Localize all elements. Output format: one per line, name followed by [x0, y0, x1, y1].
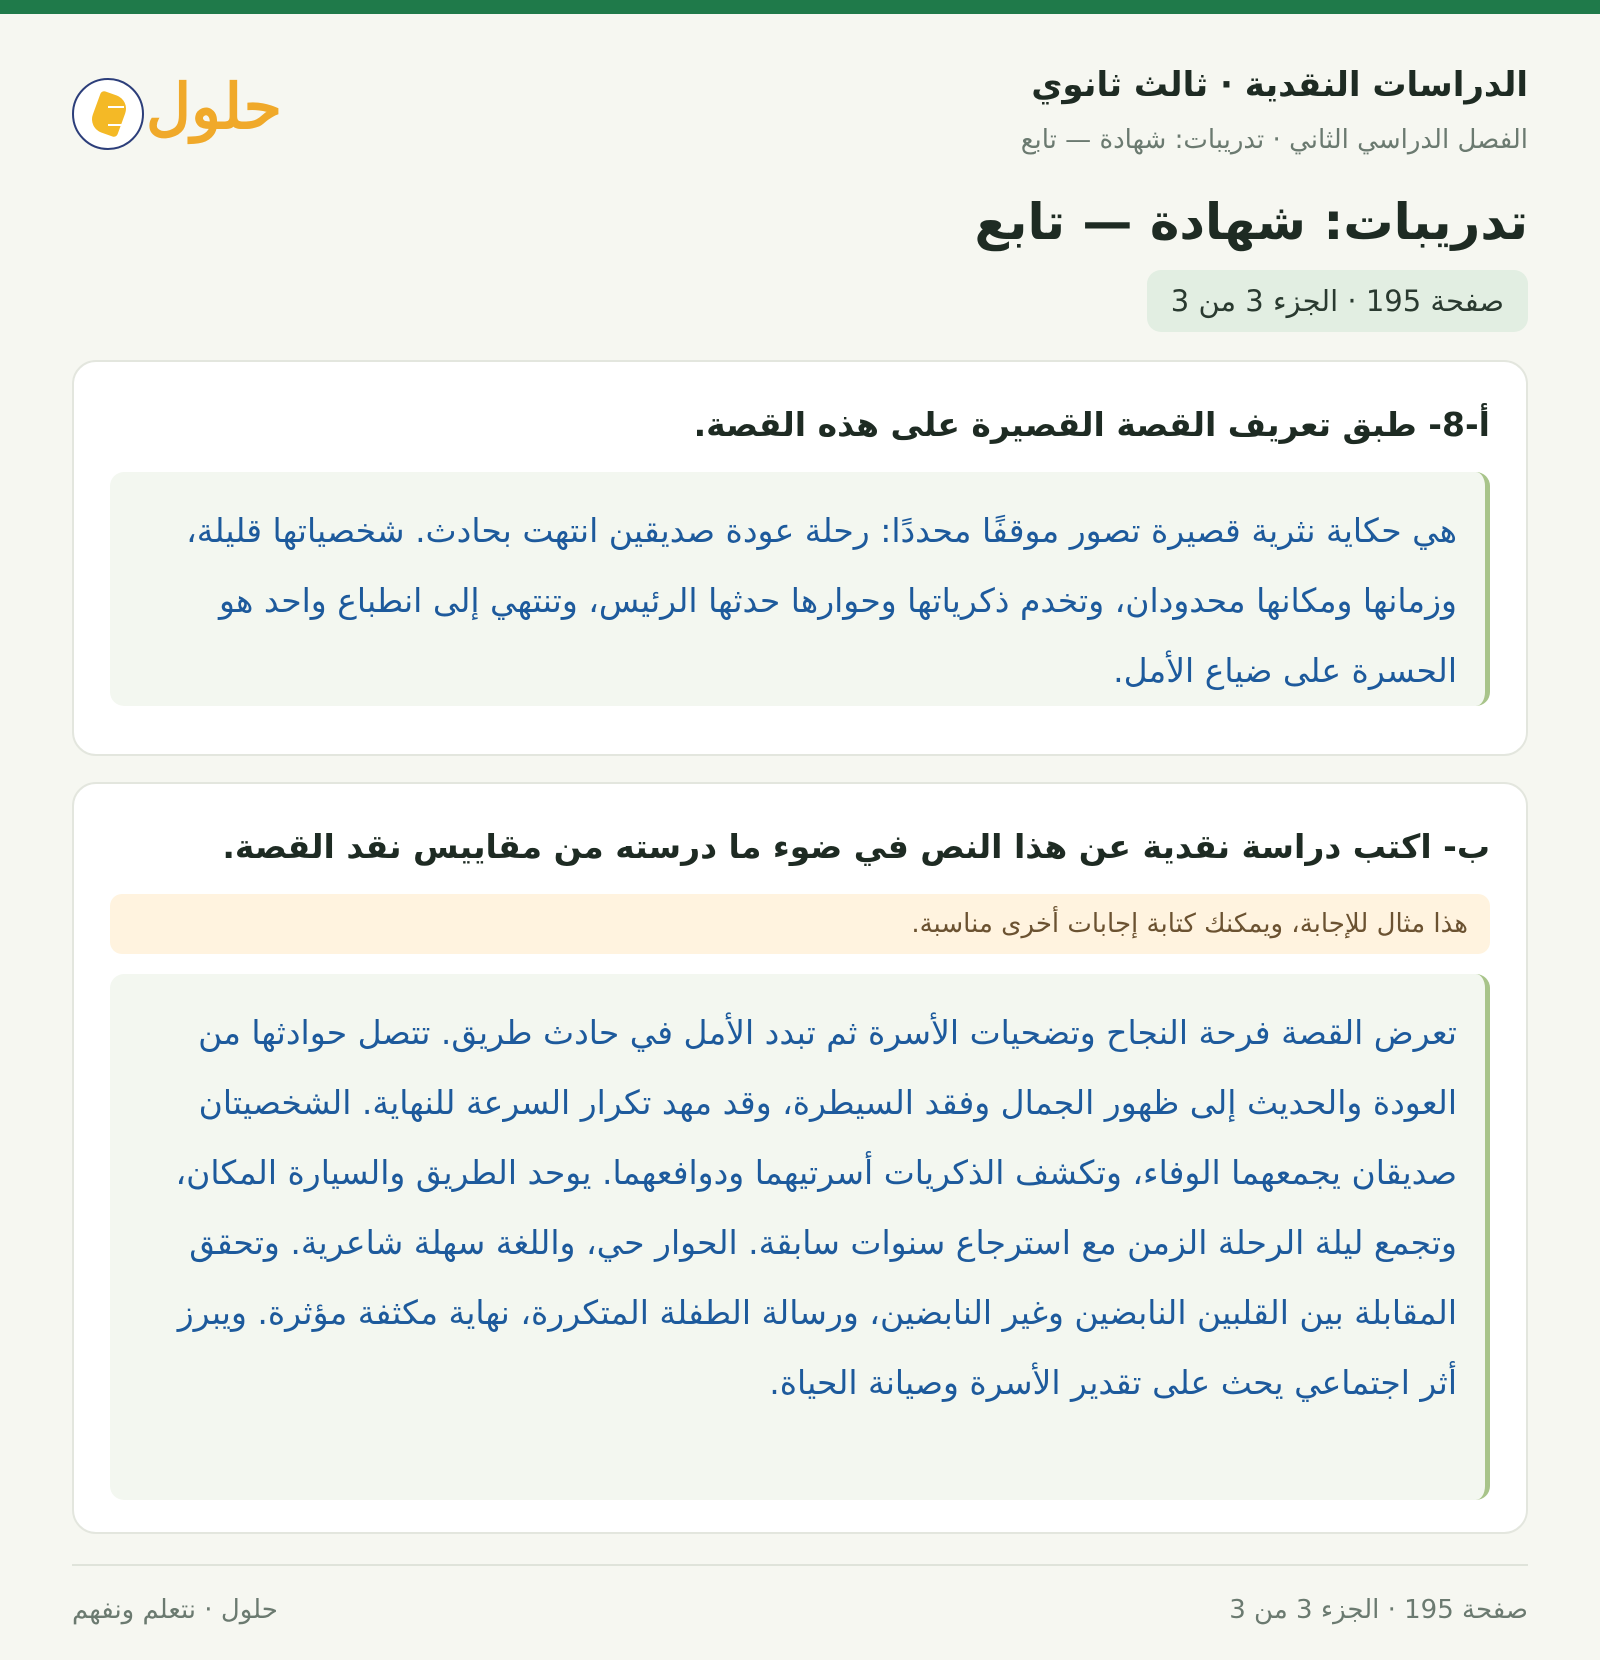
footer-page-info: صفحة 195 · الجزء 3 من 3 [1229, 1595, 1528, 1625]
breadcrumb[interactable]: الفصل الدراسي الثاني · تدريبات: شهادة — تابع [1020, 125, 1528, 155]
example-note: هذا مثال للإجابة، ويمكنك كتابة إجابات أخرى مناسبة. [110, 894, 1490, 954]
answer-box: تعرض القصة فرحة النجاح وتضحيات الأسرة ثم تبدد الأمل في حادث طريق. تتصل حوادثها من العودة والحديث إلى ظهور الجمال وفقد السيطرة، وقد مهد تكرار السرعة للنهاية. الشخصيتان صديقان يجمعهما الوفاء، وتكشف الذكريات أسرتيهما ودوافعهما. يوحد الطريق والسيارة المكان، وتجمع ليلة الرحلة الزمن مع استرجاع سنوات سابقة. الحوار حي، واللغة سهلة شاعرية. وتحقق المقابلة بين القلبين النابضين وغير النابضين، ورسالة الطفلة المتكررة، نهاية مكثفة مؤثرة. ويبرز أثر اجتماعي يحث على تقدير الأسرة وصيانة الحياة. [110, 974, 1490, 1500]
footer-brand: حلول · نتعلم ونفهم [72, 1595, 278, 1625]
brand-logo[interactable] [72, 62, 302, 172]
book-icon [72, 78, 144, 150]
exercise-card-a [72, 360, 1528, 756]
page-badge: صفحة 195 · الجزء 3 من 3 [1147, 270, 1528, 332]
answer-box: هي حكاية نثرية قصيرة تصور موقفًا محددًا: رحلة عودة صديقين انتهت بحادث. شخصياتها قليلة، وزمانها ومكانها محدودان، وتخدم ذكرياتها وحوارها حدثها الرئيس، وتنتهي إلى انطباع واحد هو الحسرة على ضياع الأمل. [110, 472, 1490, 706]
page-header [72, 60, 1528, 170]
logo-text: حلول [146, 70, 282, 143]
footer-divider [72, 1564, 1528, 1566]
page-title: تدريبات: شهادة — تابع [974, 193, 1528, 251]
top-accent-bar [0, 0, 1600, 14]
subject-title: الدراسات النقدية · ثالث ثانوي [1031, 65, 1528, 105]
header-titles [1021, 60, 1528, 160]
exercise-card-b [72, 782, 1528, 1534]
question-heading: أ-8- طبق تعريف القصة القصيرة على هذه القصة. [693, 405, 1490, 444]
question-heading: ب- اكتب دراسة نقدية عن هذا النص في ضوء ما درسته من مقاييس نقد القصة. [222, 827, 1490, 866]
